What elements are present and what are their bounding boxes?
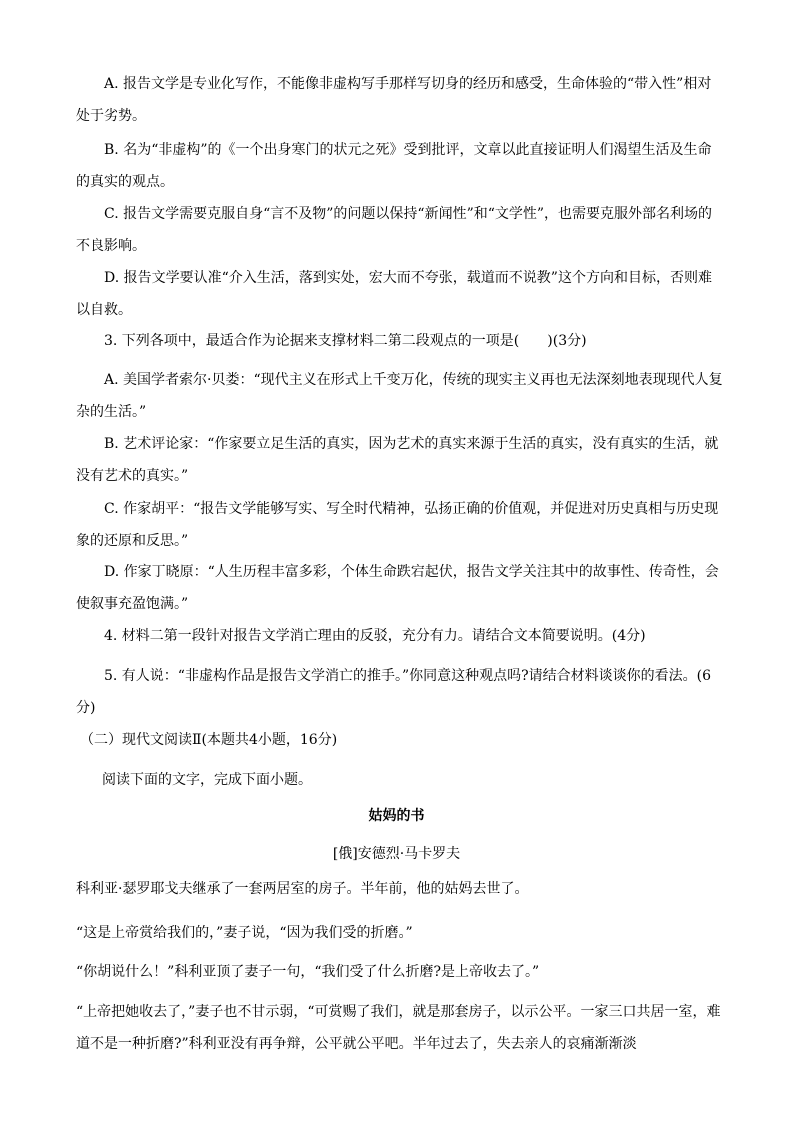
q3-stem: 3. 下列各项中，最适合作为论据来支撑材料二第二段观点的一项是( )(3分) bbox=[104, 333, 587, 349]
story-paragraph: 科利亚·瑟罗耶戈夫继承了一套两居室的房子。半年前，他的姑妈去世了。 bbox=[76, 881, 529, 897]
question-4: 4. 材料二第一段针对报告文学消亡理由的反驳，充分有力。请结合文本简要说明。(4分) bbox=[104, 628, 646, 644]
reading-instruction: 阅读下面的文字，完成下面小题。 bbox=[102, 772, 312, 788]
q3-option-a: A. 美国学者索尔·贝娄：“现代主义在形式上千变万化，传统的现实主义再也无法深刻地表现现代人复杂的生活。” bbox=[76, 372, 723, 420]
question-5: 5. 有人说：“非虚构作品是报告文学消亡的推手。”你同意这种观点吗?请结合材料谈谈你的看法。(6分) bbox=[76, 668, 711, 716]
section-heading: （二）现代文阅读Ⅱ(本题共4小题，16分) bbox=[80, 732, 338, 748]
q3-option-b: B. 艺术评论家：“作家要立足生活的真实，因为艺术的真实来源于生活的真实，没有真实的生活，就没有艺术的真实。” bbox=[76, 436, 719, 484]
q2-option-b: B. 名为“非虚构”的《一个出身寒门的状元之死》受到批评，文章以此直接证明人们渴望生活及生命的真实的观点。 bbox=[76, 142, 712, 190]
story-paragraph: “上帝把她收去了，”妻子也不甘示弱，“可赏赐了我们，就是那套房子，以示公平。一家三口共居一室，难道不是一种折磨?”科利亚没有再争辩，公平就公平吧。半年过去了，失去亲人的哀痛渐渐淡 bbox=[76, 1004, 721, 1052]
story-paragraph: “你胡说什么！”科利亚顶了妻子一句，“我们受了什么折磨?是上帝收去了。” bbox=[76, 964, 540, 980]
story-title: 姑妈的书 bbox=[368, 808, 425, 824]
q2-option-c: C. 报告文学需要克服自身“言不及物”的问题以保持“新闻性”和“文学性”，也需要克服外部名利场的不良影响。 bbox=[76, 206, 713, 254]
q3-option-d: D. 作家丁晓原：“人生历程丰富多彩，个体生命跌宕起伏，报告文学关注其中的故事性、传奇性，会使叙事充盈饱满。” bbox=[76, 564, 719, 612]
story-author: [俄]安德烈·马卡罗夫 bbox=[332, 846, 461, 862]
story-paragraph: “这是上帝赏给我们的，”妻子说，“因为我们受的折磨。” bbox=[76, 925, 413, 941]
q3-option-c: C. 作家胡平：“报告文学能够写实、写全时代精神，弘扬正确的价值观，并促进对历史真相与历史现象的还原和反思。” bbox=[76, 501, 719, 549]
q2-option-a: A. 报告文学是专业化写作，不能像非虚构写手那样写切身的经历和感受，生命体验的“带入性”相对处于劣势。 bbox=[76, 76, 712, 124]
q2-option-d: D. 报告文学要认准“介入生活，落到实处，宏大而不夸张，载道而不说教”这个方向和目标，否则难以自救。 bbox=[76, 270, 712, 318]
